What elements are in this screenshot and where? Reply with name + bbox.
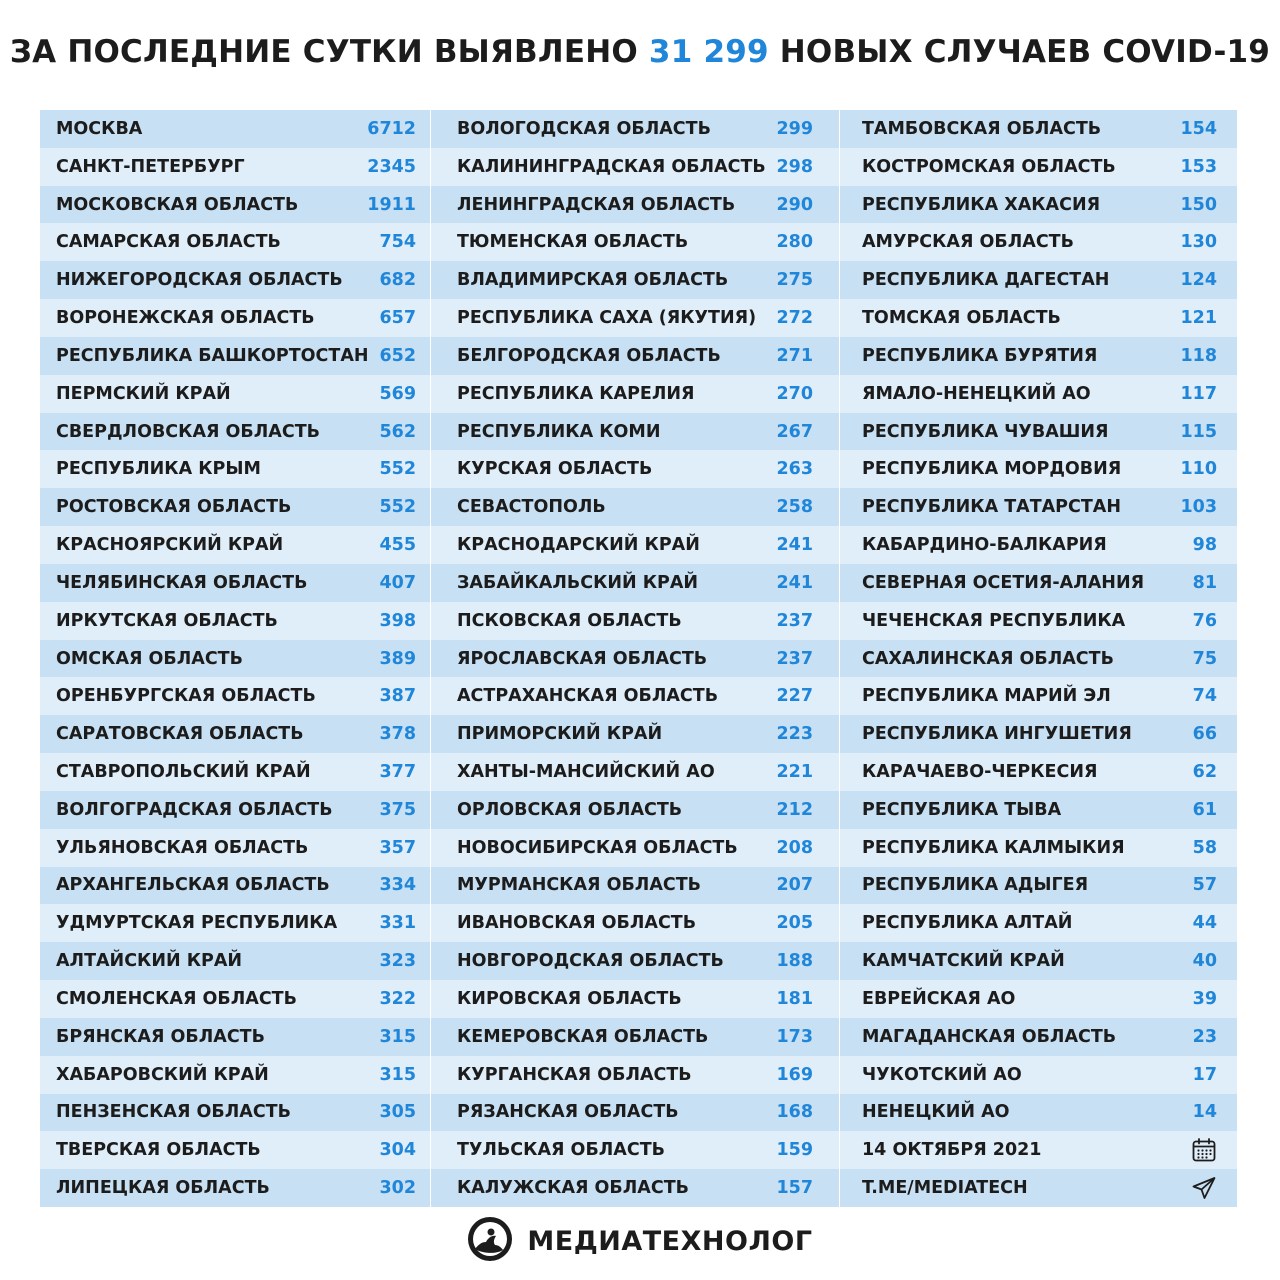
total-cases-number: 31 299 <box>648 34 769 70</box>
case-count: 61 <box>1192 799 1217 820</box>
table-row <box>840 829 1237 867</box>
table-row <box>40 1018 430 1056</box>
case-count: 334 <box>379 875 416 896</box>
table-row <box>840 942 1237 980</box>
case-count: 75 <box>1192 648 1217 669</box>
region-name: МОСКОВСКАЯ ОБЛАСТЬ <box>56 194 299 215</box>
table-row <box>840 413 1237 451</box>
case-count: 103 <box>1180 497 1217 518</box>
case-count: 66 <box>1192 724 1217 745</box>
case-count: 267 <box>776 421 813 442</box>
case-count: 375 <box>379 799 416 820</box>
region-name: ТВЕРСКАЯ ОБЛАСТЬ <box>56 1140 261 1161</box>
case-count: 181 <box>776 988 813 1009</box>
case-count: 455 <box>379 535 416 556</box>
case-count: 258 <box>776 497 813 518</box>
case-count: 221 <box>776 761 813 782</box>
case-count: 207 <box>776 875 813 896</box>
case-count: 173 <box>776 1026 813 1047</box>
case-count: 315 <box>379 1064 416 1085</box>
table-row <box>840 110 1237 148</box>
table-row <box>431 791 839 829</box>
region-name: МАГАДАНСКАЯ ОБЛАСТЬ <box>862 1026 1117 1047</box>
table-row <box>40 1094 430 1132</box>
case-count: 150 <box>1180 194 1217 215</box>
case-count: 398 <box>379 610 416 631</box>
case-count: 237 <box>776 648 813 669</box>
case-count: 357 <box>379 837 416 858</box>
case-count: 188 <box>776 951 813 972</box>
case-count: 682 <box>379 270 416 291</box>
case-count: 378 <box>379 724 416 745</box>
region-name: ОМСКАЯ ОБЛАСТЬ <box>56 648 243 669</box>
case-count: 157 <box>776 1178 813 1199</box>
region-name: АМУРСКАЯ ОБЛАСТЬ <box>862 232 1074 253</box>
region-name: САХАЛИНСКАЯ ОБЛАСТЬ <box>862 648 1114 669</box>
table-row <box>840 677 1237 715</box>
table-row <box>431 904 839 942</box>
table-row <box>840 1018 1237 1056</box>
table-row <box>40 526 430 564</box>
case-count: 121 <box>1180 308 1217 329</box>
region-name: КЕМЕРОВСКАЯ ОБЛАСТЬ <box>457 1026 709 1047</box>
region-name: ПЕНЗЕНСКАЯ ОБЛАСТЬ <box>56 1102 291 1123</box>
case-count: 322 <box>379 988 416 1009</box>
region-name: ЧЕЛЯБИНСКАЯ ОБЛАСТЬ <box>56 572 308 593</box>
region-name: ВЛАДИМИРСКАЯ ОБЛАСТЬ <box>457 270 729 291</box>
mediatechnolog-logo-icon <box>467 1216 513 1266</box>
region-name: РЕСПУБЛИКА ИНГУШЕТИЯ <box>862 724 1132 745</box>
region-name: ТОМСКАЯ ОБЛАСТЬ <box>862 308 1061 329</box>
table-row <box>431 1056 839 1094</box>
table-row <box>40 1056 430 1094</box>
table-row <box>431 186 839 224</box>
region-name: САМАРСКАЯ ОБЛАСТЬ <box>56 232 281 253</box>
table-row <box>431 829 839 867</box>
region-name: ТАМБОВСКАЯ ОБЛАСТЬ <box>862 118 1102 139</box>
table-row <box>40 1169 430 1207</box>
case-count: 272 <box>776 308 813 329</box>
region-name: НЕНЕЦКИЙ АО <box>862 1102 1010 1123</box>
table-row <box>40 337 430 375</box>
region-column-3 <box>840 110 1237 1207</box>
table-row <box>40 261 430 299</box>
table-row <box>840 1056 1237 1094</box>
region-name: ЗАБАЙКАЛЬСКИЙ КРАЙ <box>457 572 699 593</box>
region-name: УДМУРТСКАЯ РЕСПУБЛИКА <box>56 913 338 934</box>
table-row <box>840 261 1237 299</box>
case-count: 57 <box>1192 875 1217 896</box>
table-row <box>431 942 839 980</box>
region-name: КРАСНОДАРСКИЙ КРАЙ <box>457 535 700 556</box>
region-name: ОРЕНБУРГСКАЯ ОБЛАСТЬ <box>56 686 316 707</box>
region-name: РЕСПУБЛИКА ДАГЕСТАН <box>862 270 1110 291</box>
table-row <box>40 1131 430 1169</box>
region-name: КУРГАНСКАЯ ОБЛАСТЬ <box>457 1064 692 1085</box>
table-row <box>40 753 430 791</box>
table-row <box>840 715 1237 753</box>
case-count: 223 <box>776 724 813 745</box>
table-row <box>431 980 839 1018</box>
region-name: ЯМАЛО-НЕНЕЦКИЙ АО <box>862 383 1091 404</box>
table-row <box>840 640 1237 678</box>
table-row <box>40 186 430 224</box>
channel-row[interactable] <box>840 1169 1237 1207</box>
region-name: ЧУКОТСКИЙ АО <box>862 1064 1022 1085</box>
table-row <box>431 375 839 413</box>
table-row <box>431 715 839 753</box>
region-name: ПРИМОРСКИЙ КРАЙ <box>457 724 663 745</box>
region-name: КУРСКАЯ ОБЛАСТЬ <box>457 459 653 480</box>
table-row <box>431 677 839 715</box>
region-name: СЕВАСТОПОЛЬ <box>457 497 606 518</box>
table-row <box>840 867 1237 905</box>
table-row <box>431 413 839 451</box>
table-row <box>840 148 1237 186</box>
date-row <box>840 1131 1237 1169</box>
table-row <box>840 223 1237 261</box>
case-count: 562 <box>379 421 416 442</box>
region-name: ХАБАРОВСКИЙ КРАЙ <box>56 1064 269 1085</box>
region-name: БРЯНСКАЯ ОБЛАСТЬ <box>56 1026 265 1047</box>
region-name: РЕСПУБЛИКА АДЫГЕЯ <box>862 875 1089 896</box>
case-count: 115 <box>1180 421 1217 442</box>
region-name: РЕСПУБЛИКА САХА (ЯКУТИЯ) <box>457 308 757 329</box>
case-count: 315 <box>379 1026 416 1047</box>
case-count: 275 <box>776 270 813 291</box>
region-name: НОВОСИБИРСКАЯ ОБЛАСТЬ <box>457 837 738 858</box>
table-row <box>431 110 839 148</box>
case-count: 331 <box>379 913 416 934</box>
region-name: НОВГОРОДСКАЯ ОБЛАСТЬ <box>457 951 724 972</box>
region-name: РЯЗАНСКАЯ ОБЛАСТЬ <box>457 1102 679 1123</box>
table-row <box>40 602 430 640</box>
footer <box>0 1216 1280 1266</box>
table-row <box>40 980 430 1018</box>
region-name: КРАСНОЯРСКИЙ КРАЙ <box>56 535 284 556</box>
case-count: 241 <box>776 572 813 593</box>
region-name: РЕСПУБЛИКА АЛТАЙ <box>862 913 1073 934</box>
region-name: РЕСПУБЛИКА МОРДОВИЯ <box>862 459 1122 480</box>
table-row <box>840 337 1237 375</box>
table-row <box>840 602 1237 640</box>
region-name: АРХАНГЕЛЬСКАЯ ОБЛАСТЬ <box>56 875 330 896</box>
table-row <box>840 299 1237 337</box>
case-count: 110 <box>1180 459 1217 480</box>
table-row <box>431 602 839 640</box>
region-name: РЕСПУБЛИКА ТАТАРСТАН <box>862 497 1121 518</box>
case-count: 159 <box>776 1140 813 1161</box>
case-count: 263 <box>776 459 813 480</box>
case-count: 407 <box>379 572 416 593</box>
table-row <box>40 904 430 942</box>
region-name: КАБАРДИНО-БАЛКАРИЯ <box>862 535 1107 556</box>
case-count: 205 <box>776 913 813 934</box>
table-row <box>40 942 430 980</box>
region-name: ТЮМЕНСКАЯ ОБЛАСТЬ <box>457 232 689 253</box>
table-row <box>840 904 1237 942</box>
region-name: МУРМАНСКАЯ ОБЛАСТЬ <box>457 875 702 896</box>
region-name: ТУЛЬСКАЯ ОБЛАСТЬ <box>457 1140 665 1161</box>
telegram-send-icon <box>1191 1175 1217 1201</box>
region-name: СТАВРОПОЛЬСКИЙ КРАЙ <box>56 761 311 782</box>
region-name: КАМЧАТСКИЙ КРАЙ <box>862 951 1065 972</box>
region-name: АСТРАХАНСКАЯ ОБЛАСТЬ <box>457 686 719 707</box>
region-name: САНКТ-ПЕТЕРБУРГ <box>56 156 245 177</box>
table-row <box>40 375 430 413</box>
case-count: 304 <box>379 1140 416 1161</box>
table-row <box>431 867 839 905</box>
region-name: ХАНТЫ-МАНСИЙСКИЙ АО <box>457 761 715 782</box>
table-row <box>840 450 1237 488</box>
table-row <box>840 1094 1237 1132</box>
table-row <box>40 413 430 451</box>
case-count: 299 <box>776 118 813 139</box>
region-name: РЕСПУБЛИКА КОМИ <box>457 421 661 442</box>
case-count: 270 <box>776 383 813 404</box>
region-name: ЯРОСЛАВСКАЯ ОБЛАСТЬ <box>457 648 708 669</box>
case-count: 39 <box>1192 988 1217 1009</box>
case-count: 271 <box>776 345 813 366</box>
brand-name: МЕДИАТЕХНОЛОГ <box>527 1225 813 1257</box>
table-row <box>840 564 1237 602</box>
table-row <box>40 640 430 678</box>
region-name: ВОРОНЕЖСКАЯ ОБЛАСТЬ <box>56 308 315 329</box>
table-row <box>40 829 430 867</box>
case-count: 23 <box>1192 1026 1217 1047</box>
table-row <box>431 753 839 791</box>
case-count: 117 <box>1180 383 1217 404</box>
table-row <box>840 488 1237 526</box>
region-name: ОРЛОВСКАЯ ОБЛАСТЬ <box>457 799 683 820</box>
region-name: ИВАНОВСКАЯ ОБЛАСТЬ <box>457 913 697 934</box>
case-count: 74 <box>1192 686 1217 707</box>
table-row <box>40 450 430 488</box>
table-row <box>40 791 430 829</box>
case-count: 227 <box>776 686 813 707</box>
table-row <box>431 564 839 602</box>
table-row <box>840 753 1237 791</box>
region-name: МОСКВА <box>56 118 143 139</box>
case-count: 40 <box>1192 951 1217 972</box>
region-name: ИРКУТСКАЯ ОБЛАСТЬ <box>56 610 278 631</box>
case-count: 387 <box>379 686 416 707</box>
table-row <box>431 1131 839 1169</box>
region-name: РЕСПУБЛИКА ТЫВА <box>862 799 1062 820</box>
region-name: НИЖЕГОРОДСКАЯ ОБЛАСТЬ <box>56 270 343 291</box>
region-name: РЕСПУБЛИКА ХАКАСИЯ <box>862 194 1101 215</box>
region-name: РЕСПУБЛИКА БУРЯТИЯ <box>862 345 1098 366</box>
table-row <box>840 791 1237 829</box>
table-row <box>431 223 839 261</box>
case-count: 280 <box>776 232 813 253</box>
case-count: 44 <box>1192 913 1217 934</box>
table-row <box>431 299 839 337</box>
region-name: ВОЛГОГРАДСКАЯ ОБЛАСТЬ <box>56 799 333 820</box>
region-name: АЛТАЙСКИЙ КРАЙ <box>56 951 243 972</box>
case-count: 124 <box>1180 270 1217 291</box>
title-text-after: НОВЫХ СЛУЧАЕВ COVID-19 <box>779 34 1271 70</box>
table-row <box>40 715 430 753</box>
table-row <box>431 450 839 488</box>
region-name: ЛИПЕЦКАЯ ОБЛАСТЬ <box>56 1178 270 1199</box>
case-count: 552 <box>379 497 416 518</box>
case-count: 652 <box>379 345 416 366</box>
case-count: 154 <box>1180 118 1217 139</box>
region-name: СМОЛЕНСКАЯ ОБЛАСТЬ <box>56 988 297 1009</box>
table-row <box>40 677 430 715</box>
region-name: ЛЕНИНГРАДСКАЯ ОБЛАСТЬ <box>457 194 736 215</box>
case-count: 569 <box>379 383 416 404</box>
table-row <box>40 223 430 261</box>
table-row <box>40 110 430 148</box>
region-name: САРАТОВСКАЯ ОБЛАСТЬ <box>56 724 304 745</box>
case-count: 290 <box>776 194 813 215</box>
channel-link[interactable]: T.ME/MEDIATECH <box>862 1178 1028 1199</box>
report-date: 14 ОКТЯБРЯ 2021 <box>862 1140 1042 1161</box>
case-count: 377 <box>379 761 416 782</box>
case-count: 552 <box>379 459 416 480</box>
region-name: СВЕРДЛОВСКАЯ ОБЛАСТЬ <box>56 421 320 442</box>
table-row <box>40 299 430 337</box>
table-row <box>840 980 1237 1018</box>
region-name: ПСКОВСКАЯ ОБЛАСТЬ <box>457 610 682 631</box>
table-row <box>840 375 1237 413</box>
table-row <box>431 337 839 375</box>
case-count: 298 <box>776 156 813 177</box>
region-column-2 <box>431 110 839 1207</box>
case-count: 212 <box>776 799 813 820</box>
case-count: 1911 <box>367 194 416 215</box>
table-row <box>40 148 430 186</box>
region-name: БЕЛГОРОДСКАЯ ОБЛАСТЬ <box>457 345 721 366</box>
case-count: 657 <box>379 308 416 329</box>
title-text-before: ЗА ПОСЛЕДНИЕ СУТКИ ВЫЯВЛЕНО <box>9 34 638 70</box>
region-name: КАЛИНИНГРАДСКАЯ ОБЛАСТЬ <box>457 156 766 177</box>
region-name: ЕВРЕЙСКАЯ АО <box>862 988 1016 1009</box>
case-count: 76 <box>1192 610 1217 631</box>
region-name: ЧЕЧЕНСКАЯ РЕСПУБЛИКА <box>862 610 1126 631</box>
region-name: КОСТРОМСКАЯ ОБЛАСТЬ <box>862 156 1116 177</box>
table-row <box>40 867 430 905</box>
case-count: 237 <box>776 610 813 631</box>
region-name: РЕСПУБЛИКА КАЛМЫКИЯ <box>862 837 1125 858</box>
case-count: 17 <box>1192 1064 1217 1085</box>
region-name: РЕСПУБЛИКА МАРИЙ ЭЛ <box>862 686 1111 707</box>
case-count: 81 <box>1192 572 1217 593</box>
case-count: 153 <box>1180 156 1217 177</box>
table-row <box>431 640 839 678</box>
case-count: 241 <box>776 535 813 556</box>
region-name: РЕСПУБЛИКА ЧУВАШИЯ <box>862 421 1109 442</box>
case-count: 2345 <box>367 156 416 177</box>
case-count: 302 <box>379 1178 416 1199</box>
region-name: КАРАЧАЕВО-ЧЕРКЕСИЯ <box>862 761 1098 782</box>
case-count: 323 <box>379 951 416 972</box>
region-name: РЕСПУБЛИКА БАШКОРТОСТАН <box>56 345 369 366</box>
table-row <box>431 261 839 299</box>
region-name: ПЕРМСКИЙ КРАЙ <box>56 383 231 404</box>
table-row <box>431 1094 839 1132</box>
case-count: 130 <box>1180 232 1217 253</box>
case-count: 118 <box>1180 345 1217 366</box>
table-row <box>431 148 839 186</box>
case-count: 62 <box>1192 761 1217 782</box>
table-row <box>431 526 839 564</box>
region-name: СЕВЕРНАЯ ОСЕТИЯ-АЛАНИЯ <box>862 572 1145 593</box>
table-row <box>40 488 430 526</box>
case-count: 305 <box>379 1102 416 1123</box>
case-count: 169 <box>776 1064 813 1085</box>
case-count: 58 <box>1192 837 1217 858</box>
table-row <box>40 564 430 602</box>
table-row <box>431 1169 839 1207</box>
calendar-icon <box>1191 1137 1217 1163</box>
case-count: 389 <box>379 648 416 669</box>
case-count: 754 <box>379 232 416 253</box>
case-count: 168 <box>776 1102 813 1123</box>
case-count: 14 <box>1192 1102 1217 1123</box>
page-title <box>0 34 1280 70</box>
table-row <box>840 186 1237 224</box>
region-name: РЕСПУБЛИКА КРЫМ <box>56 459 261 480</box>
region-name: РЕСПУБЛИКА КАРЕЛИЯ <box>457 383 695 404</box>
case-count: 208 <box>776 837 813 858</box>
table-row <box>431 1018 839 1056</box>
region-name: УЛЬЯНОВСКАЯ ОБЛАСТЬ <box>56 837 309 858</box>
case-count: 6712 <box>367 118 416 139</box>
region-column-1 <box>40 110 430 1207</box>
table-row <box>840 526 1237 564</box>
region-name: РОСТОВСКАЯ ОБЛАСТЬ <box>56 497 292 518</box>
table-row <box>431 488 839 526</box>
region-name: КАЛУЖСКАЯ ОБЛАСТЬ <box>457 1178 689 1199</box>
case-count: 98 <box>1192 535 1217 556</box>
region-name: КИРОВСКАЯ ОБЛАСТЬ <box>457 988 682 1009</box>
region-name: ВОЛОГОДСКАЯ ОБЛАСТЬ <box>457 118 711 139</box>
